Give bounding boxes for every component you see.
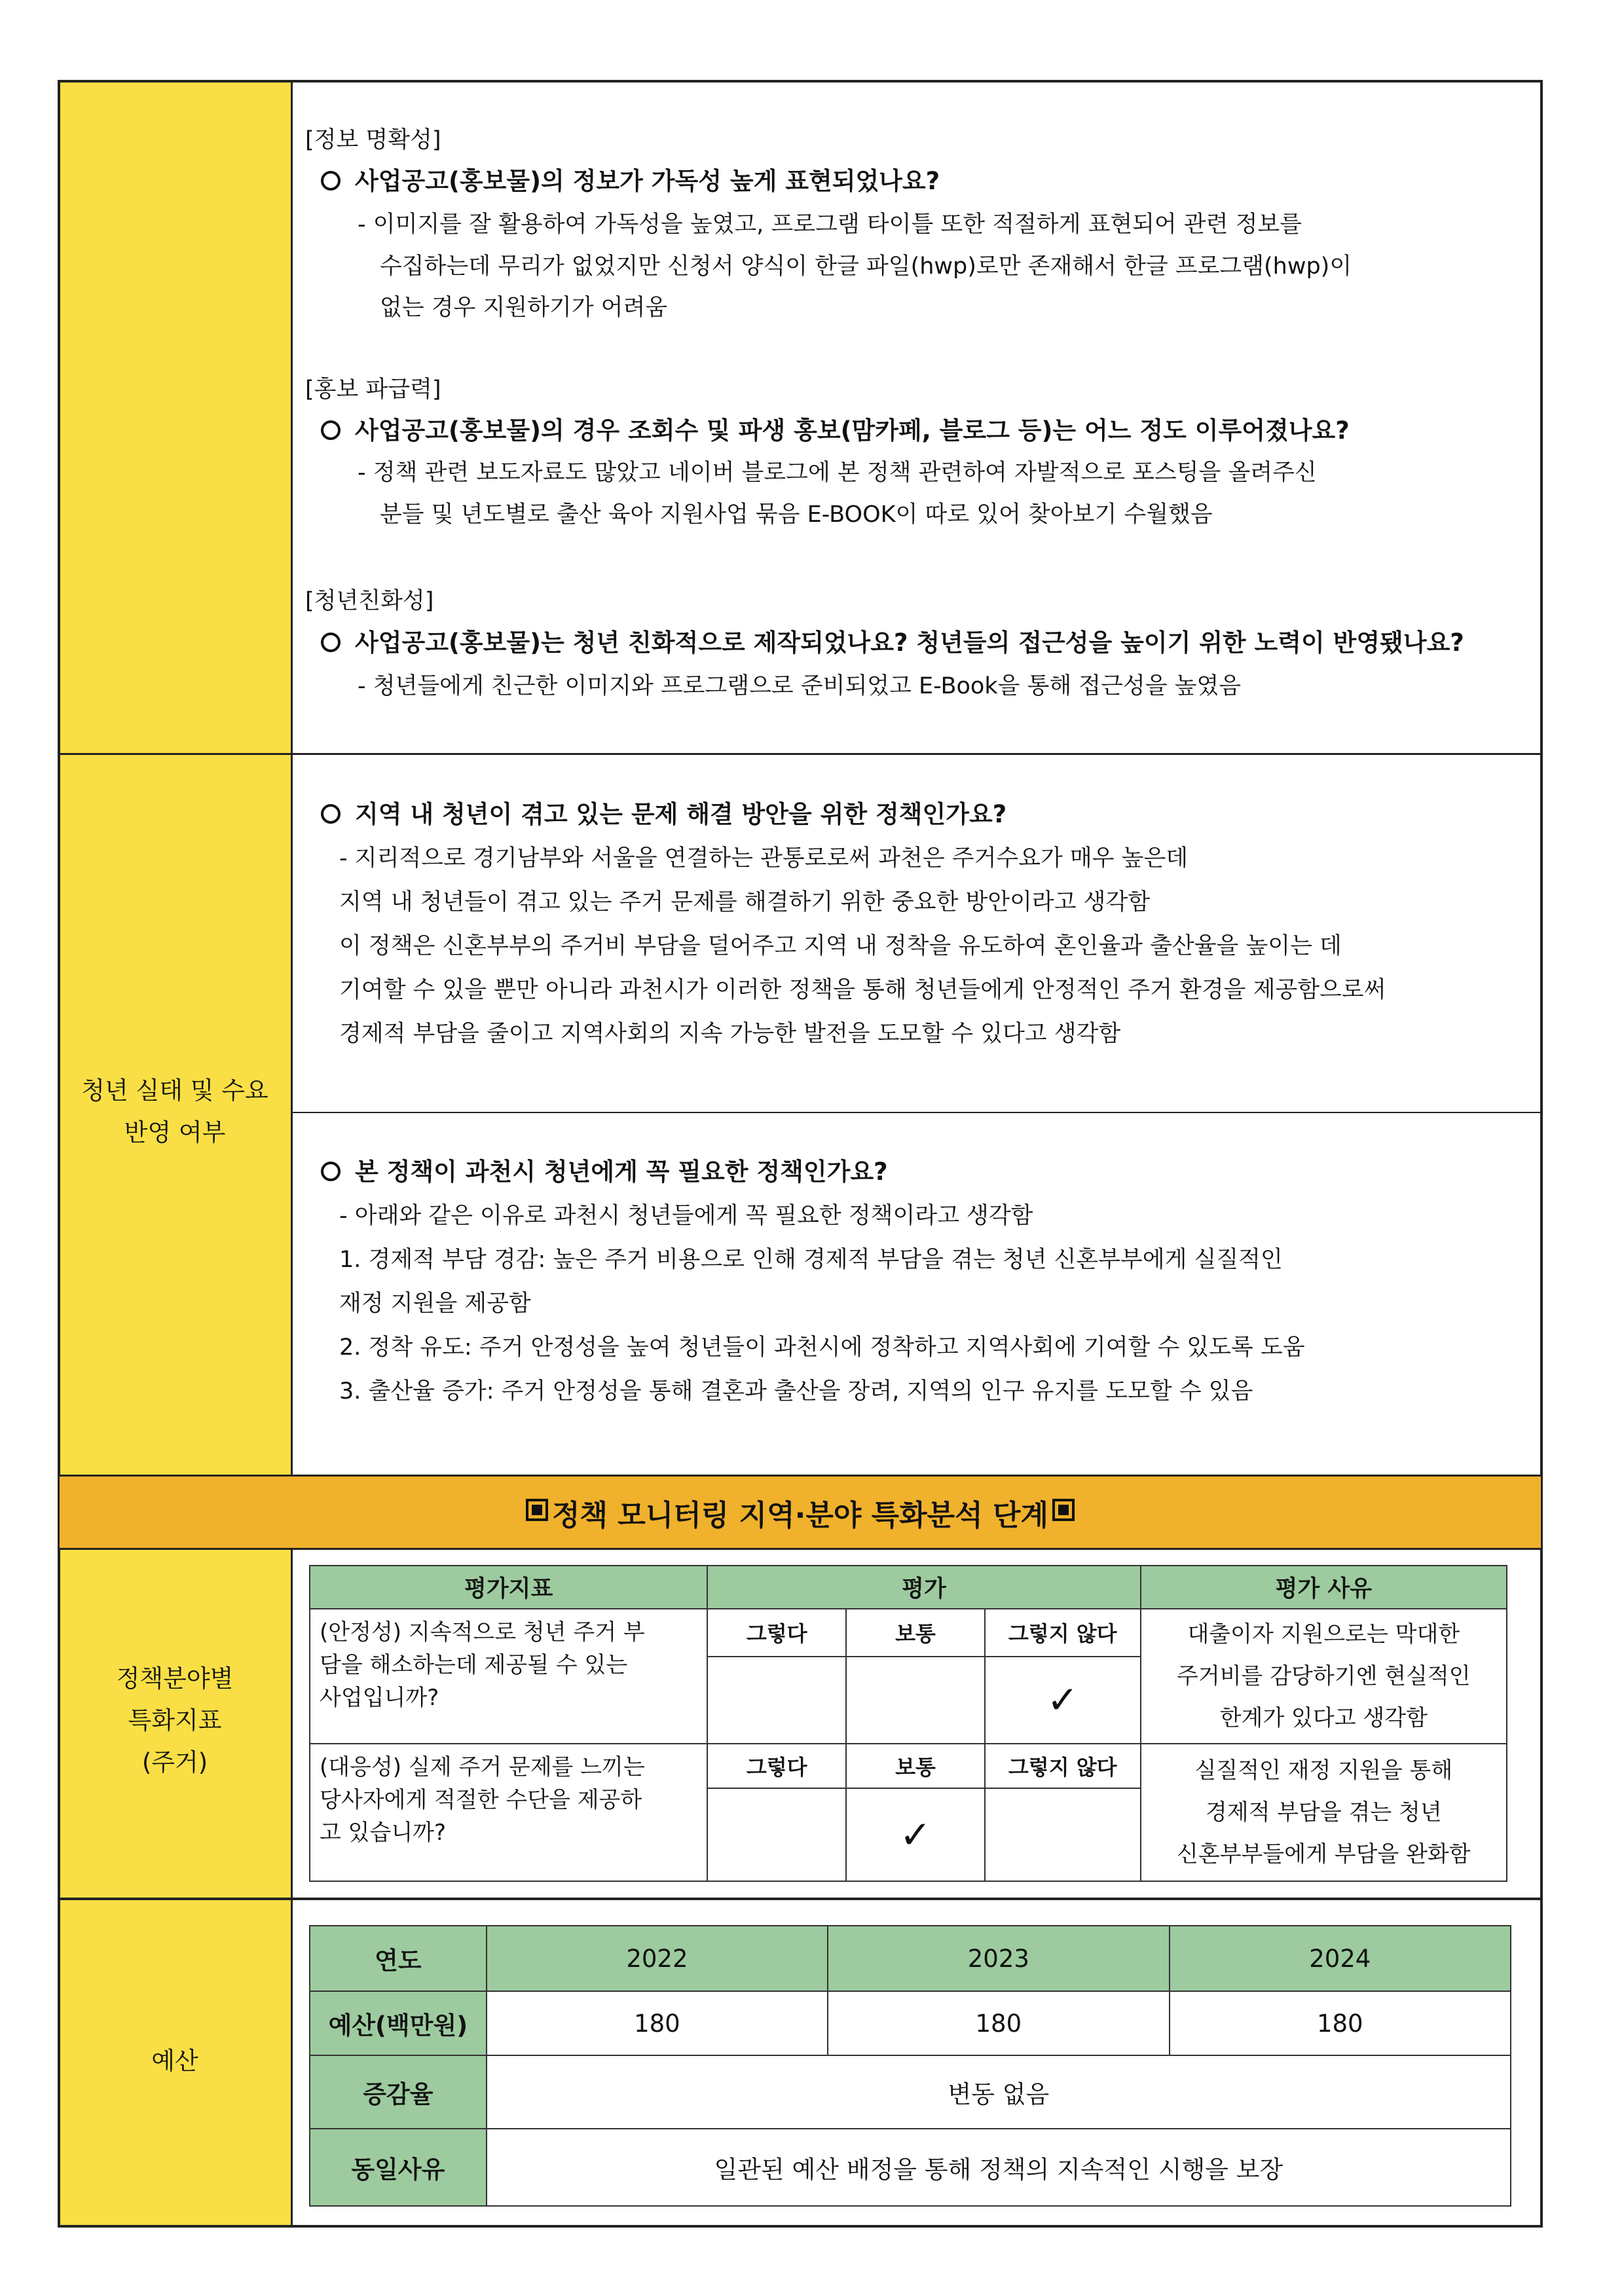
answer-line: 경제적 부담을 줄이고 지역사회의 지속 가능한 발전을 도모할 수 있다고 생각함 xyxy=(339,1021,1121,1047)
reason-header: 동일사유 xyxy=(310,2129,487,2206)
check-cell-neutral[interactable] xyxy=(846,1788,985,1881)
square-bullet-icon xyxy=(526,1499,548,1521)
answer-line: 재정 지원을 제공함 xyxy=(339,1291,531,1317)
header-evaluation: 평가 xyxy=(707,1566,1140,1609)
row-label-line: 특화지표 xyxy=(128,1706,222,1735)
year-header: 연도 xyxy=(310,1926,487,1991)
reason-line: 신혼부부들에게 부담을 완화함 xyxy=(1177,1841,1471,1867)
option-yes: 그렇다 xyxy=(707,1744,846,1788)
criterion-cell xyxy=(310,1744,707,1881)
section-heading: [청년친화성] xyxy=(305,588,434,614)
option-neutral: 보통 xyxy=(846,1609,985,1657)
row-label: 예산 xyxy=(151,2047,198,2075)
row-divider-sec2-inner xyxy=(292,1112,1541,1113)
header-reason: 평가 사유 xyxy=(1141,1566,1507,1609)
banner-title: 정책 모니터링 지역·분야 특화분석 단계 xyxy=(551,1498,1049,1532)
row-divider-sec3-sec4 xyxy=(59,1898,1541,1900)
answer-line: - 이미지를 잘 활용하여 가독성을 높였고, 프로그램 타이틀 또한 적절하게 표현되어 관련 정보를 xyxy=(358,211,1302,238)
budget-2022: 180 xyxy=(487,1991,828,2055)
row-label-line: 반영 여부 xyxy=(124,1118,226,1147)
answer-line: - 아래와 같은 이유로 과천시 청년들에게 꼭 필요한 정책이라고 생각함 xyxy=(339,1203,1033,1229)
answer-line: 분들 및 년도별로 출산 육아 지원사업 묶음 E-BOOK이 따로 있어 찾아보기 수월했음 xyxy=(380,502,1213,528)
criterion-line: 담을 해소하는데 제공될 수 있는 xyxy=(320,1651,628,1678)
criterion-line: 당사자에게 적절한 수단을 제공하 xyxy=(320,1786,642,1813)
square-bullet-icon xyxy=(1052,1499,1075,1521)
circle-bullet-icon xyxy=(321,420,341,440)
row-divider-1 xyxy=(59,753,1541,755)
row-label-line: (주거) xyxy=(141,1748,208,1776)
criterion-line: 사업입니까? xyxy=(320,1684,439,1711)
row-label xyxy=(59,1070,291,1154)
option-no: 그렇지 않다 xyxy=(985,1744,1141,1788)
column-divider-top xyxy=(291,81,293,1476)
row-label xyxy=(59,1658,291,1784)
budget-2023: 180 xyxy=(828,1991,1169,2055)
budget-table xyxy=(309,1925,1511,2207)
answer-line: - 청년들에게 친근한 이미지와 프로그램으로 준비되었고 E-Book을 통해 접근성을 높였음 xyxy=(358,673,1242,699)
check-cell-neutral[interactable] xyxy=(846,1657,985,1744)
answer-line: - 지리적으로 경기남부와 서울을 연결하는 관통로로써 과천은 주거수요가 매우 높은데 xyxy=(339,845,1189,872)
budget-2024: 180 xyxy=(1170,1991,1511,2055)
question-text: 지역 내 청년이 겪고 있는 문제 해결 방안을 위한 정책인가요? xyxy=(355,800,1007,828)
answer-line: 이 정책은 신혼부부의 주거비 부담을 덜어주고 지역 내 정착을 유도하여 혼인율과 출산율을 높이는 데 xyxy=(339,933,1342,959)
check-cell-yes[interactable] xyxy=(707,1788,846,1881)
circle-bullet-icon xyxy=(321,804,341,824)
criterion-line: 고 있습니까? xyxy=(320,1819,447,1846)
reason-line: 실질적인 재정 지원을 통해 xyxy=(1194,1757,1453,1784)
reason-cell xyxy=(1141,1744,1507,1881)
change-header: 증감율 xyxy=(310,2055,487,2129)
criterion-cell xyxy=(310,1609,707,1744)
change-value: 변동 없음 xyxy=(487,2055,1511,2129)
option-neutral: 보통 xyxy=(846,1744,985,1788)
question-text: 본 정책이 과천시 청년에게 꼭 필요한 정책인가요? xyxy=(355,1158,888,1186)
circle-bullet-icon xyxy=(321,171,341,191)
reason-cell xyxy=(1141,1609,1507,1744)
analysis-stage-banner xyxy=(58,1475,1543,1550)
column-divider-bottom xyxy=(291,1549,293,2226)
row-label-line: 청년 실태 및 수요 xyxy=(81,1076,268,1105)
outer-frame xyxy=(58,80,1543,2228)
circle-bullet-icon xyxy=(321,633,341,652)
answer-line: 지역 내 청년들이 겪고 있는 주거 문제를 해결하기 위한 중요한 방안이라고 생각함 xyxy=(339,889,1151,915)
criterion-line: (안정성) 지속적으로 청년 주거 부 xyxy=(320,1619,645,1645)
question-text: 사업공고(홍보물)의 경우 조회수 및 파생 홍보(맘카페, 블로그 등)는 어느 정도 이루어졌나요? xyxy=(355,416,1350,445)
checkmark-icon: ✓ xyxy=(1046,1678,1079,1723)
section-heading: [정보 명확성] xyxy=(305,127,441,153)
reason-line: 주거비를 감당하기엔 현실적인 xyxy=(1177,1662,1471,1689)
checkmark-icon: ✓ xyxy=(899,1812,932,1857)
section-heading: [홍보 파급력] xyxy=(305,376,441,403)
answer-line: - 정책 관련 보도자료도 많았고 네이버 블로그에 본 정책 관련하여 자발적으로 포스팅을 올려주신 xyxy=(358,460,1317,486)
evaluation-table xyxy=(309,1565,1507,1882)
question-text: 사업공고(홍보물)는 청년 친화적으로 제작되었나요? 청년들의 접근성을 높이기 위한 노력이 반영됐나요? xyxy=(355,629,1464,657)
header-indicator: 평가지표 xyxy=(310,1566,707,1609)
option-yes: 그렇다 xyxy=(707,1609,846,1657)
check-cell-no[interactable] xyxy=(985,1657,1141,1744)
answer-line: 수집하는데 무리가 없었지만 신청서 양식이 한글 파일(hwp)로만 존재해서 한글 프로그램(hwp)이 xyxy=(380,253,1352,280)
check-cell-no[interactable] xyxy=(985,1788,1141,1881)
year-2024: 2024 xyxy=(1170,1926,1511,1991)
answer-line: 2. 정착 유도: 주거 안정성을 높여 청년들이 과천시에 정착하고 지역사회에 기여할 수 있도록 도움 xyxy=(339,1334,1305,1361)
reason-line: 대출이자 지원으로는 막대한 xyxy=(1187,1621,1460,1647)
reason-line: 한계가 있다고 생각함 xyxy=(1219,1704,1428,1731)
reason-line: 경제적 부담을 겪는 청년 xyxy=(1205,1799,1442,1826)
question-text: 사업공고(홍보물)의 정보가 가독성 높게 표현되었나요? xyxy=(355,167,940,195)
reason-value: 일관된 예산 배정을 통해 정책의 지속적인 시행을 보장 xyxy=(487,2129,1511,2206)
answer-line: 기여할 수 있을 뿐만 아니라 과천시가 이러한 정책을 통해 청년들에게 안정적인 주거 환경을 제공함으로써 xyxy=(339,977,1386,1003)
budget-header: 예산(백만원) xyxy=(310,1991,487,2055)
question xyxy=(321,629,1464,657)
check-cell-yes[interactable] xyxy=(707,1657,846,1744)
answer-line: 3. 출산율 증가: 주거 안정성을 통해 결혼과 출산을 장려, 지역의 인구 유지를 도모할 수 있음 xyxy=(339,1378,1253,1405)
circle-bullet-icon xyxy=(321,1162,341,1181)
row-label-line: 정책분야별 xyxy=(116,1664,234,1693)
question xyxy=(321,167,940,196)
question xyxy=(321,416,1350,445)
option-no: 그렇지 않다 xyxy=(985,1609,1141,1657)
question xyxy=(321,800,1006,829)
criterion-line: (대응성) 실제 주거 문제를 느끼는 xyxy=(320,1753,645,1780)
year-2023: 2023 xyxy=(828,1926,1169,1991)
answer-line: 없는 경우 지원하기가 어려움 xyxy=(380,295,668,321)
year-2022: 2022 xyxy=(487,1926,828,1991)
question xyxy=(321,1158,888,1186)
answer-line: 1. 경제적 부담 경감: 높은 주거 비용으로 인해 경제적 부담을 겪는 청년 신혼부부에게 실질적인 xyxy=(339,1247,1283,1273)
